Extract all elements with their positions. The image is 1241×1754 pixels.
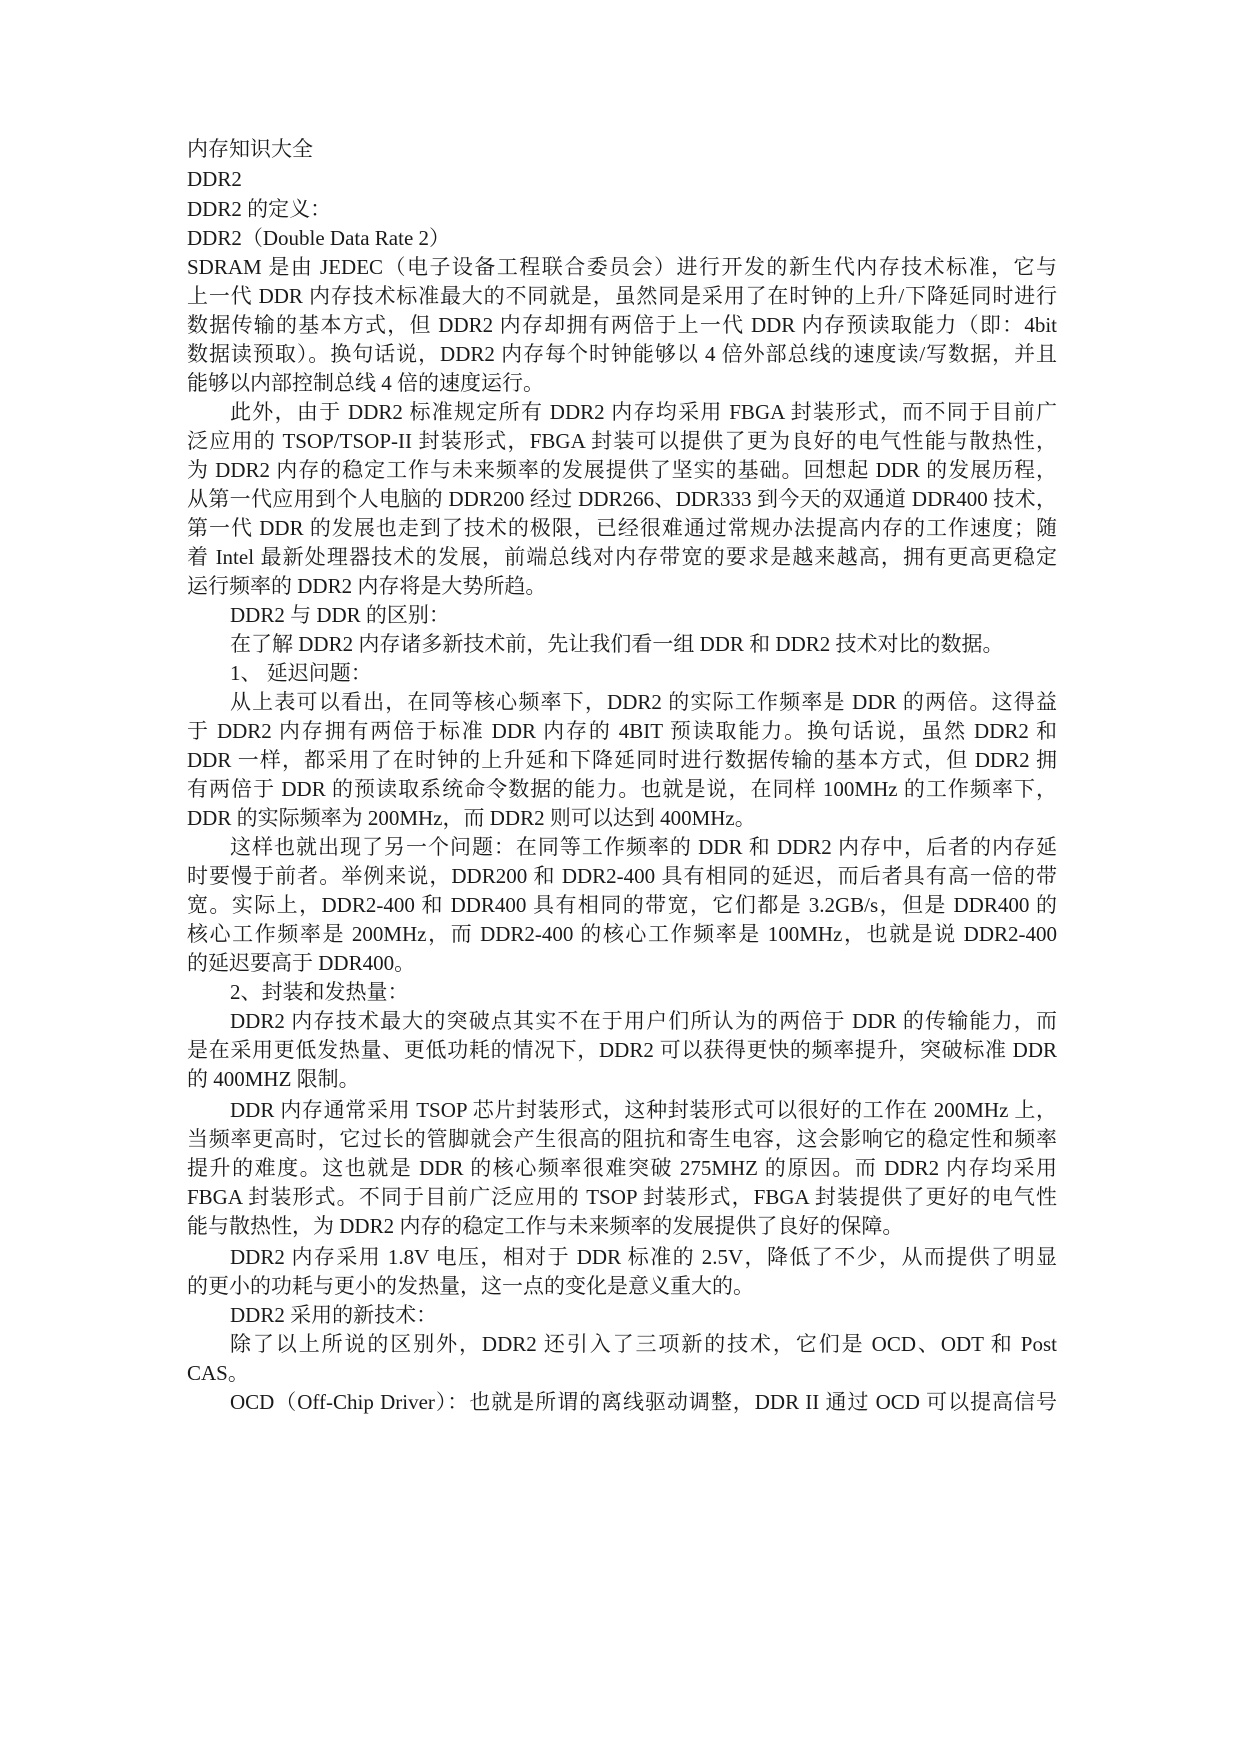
text-line: 宽。实际上，DDR2-400 和 DDR400 具有相同的带宽，它们都是 3.2GB/s，但是 DDR400 的 [187,893,1057,917]
text-line: 数据读预取）。换句话说，DDR2 内存每个时钟能够以 4 倍外部总线的速度读/写数据，并且 [187,342,1057,366]
text-line: 能与散热性，为 DDR2 内存的稳定工作与未来频率的发展提供了良好的保障。 [187,1214,904,1238]
text-line: FBGA 封装形式。不同于目前广泛应用的 TSOP 封装形式，FBGA 封装提供了更好的电气性 [187,1185,1057,1209]
document-title: 内存知识大全 [187,137,313,161]
text-line: 能够以内部控制总线 4 倍的速度运行。 [187,371,544,395]
text-line: DDR2（Double Data Rate 2） [187,226,451,250]
text-line: DDR 的实际频率为 200MHz，而 DDR2 则可以达到 400MHz。 [187,806,756,830]
text-line: 此外，由于 DDR2 标准规定所有 DDR2 内存均采用 FBGA 封装形式，而不同于目前广 [230,400,1057,424]
text-line: 时要慢于前者。举例来说，DDR200 和 DDR2-400 具有相同的延迟，而后者具有高一倍的带 [187,864,1057,888]
text-line: DDR 内存通常采用 TSOP 芯片封装形式，这种封装形式可以很好的工作在 200MHz 上， [230,1098,1057,1122]
text-line: 是在采用更低发热量、更低功耗的情况下，DDR2 可以获得更快的频率提升，突破标准 DDR [187,1038,1057,1062]
text-line: 核心工作频率是 200MHz，而 DDR2-400 的核心工作频率是 100MHz，也就是说 DDR2-400 [187,922,1057,946]
text-line: 从第一代应用到个人电脑的 DDR200 经过 DDR266、DDR333 到今天的双通道 DDR400 技术， [187,487,1057,511]
text-line: 从上表可以看出，在同等核心频率下，DDR2 的实际工作频率是 DDR 的两倍。这得益 [230,690,1057,714]
text-line: SDRAM 是由 JEDEC（电子设备工程联合委员会）进行开发的新生代内存技术标准，它与 [187,255,1057,279]
text-line: 这样也就出现了另一个问题：在同等工作频率的 DDR 和 DDR2 内存中，后者的内存延 [230,835,1057,859]
text-line: 上一代 DDR 内存技术标准最大的不同就是，虽然同是采用了在时钟的上升/下降延同时进行 [187,284,1057,308]
section-heading: DDR2 的定义： [187,197,332,221]
text-line: OCD（Off-Chip Driver）：也就是所谓的离线驱动调整，DDR II 通过 OCD 可以提高信号 [230,1390,1057,1414]
section-heading: 2、封装和发热量： [230,980,409,1004]
section-heading: DDR2 [187,167,242,191]
text-line: 提升的难度。这也就是 DDR 的核心频率很难突破 275MHZ 的原因。而 DDR2 内存均采用 [187,1156,1057,1180]
text-line: 在了解 DDR2 内存诸多新技术前，先让我们看一组 DDR 和 DDR2 技术对比的数据。 [230,632,1004,656]
text-line: 有两倍于 DDR 的预读取系统命令数据的能力。也就是说，在同样 100MHz 的工作频率下， [187,777,1057,801]
text-line: 运行频率的 DDR2 内存将是大势所趋。 [187,574,547,598]
text-line: DDR 一样，都采用了在时钟的上升延和下降延同时进行数据传输的基本方式，但 DDR2 拥 [187,748,1057,772]
text-line: 于 DDR2 内存拥有两倍于标准 DDR 内存的 4BIT 预读取能力。换句话说，虽然 DDR2 和 [187,719,1057,743]
section-heading: 1、 延迟问题： [230,661,372,685]
section-heading: DDR2 采用的新技术： [230,1303,438,1327]
text-line: 着 Intel 最新处理器技术的发展，前端总线对内存带宽的要求是越来越高，拥有更高更稳定 [187,545,1057,569]
text-line: 除了以上所说的区别外，DDR2 还引入了三项新的技术，它们是 OCD、ODT 和 Post [230,1332,1057,1356]
text-line: 的更小的功耗与更小的发热量，这一点的变化是意义重大的。 [187,1274,754,1298]
text-line: 的 400MHZ 限制。 [187,1067,360,1091]
text-line: 泛应用的 TSOP/TSOP-II 封装形式，FBGA 封装可以提供了更为良好的电气性能与散热性， [187,429,1057,453]
text-line: DDR2 内存技术最大的突破点其实不在于用户们所认为的两倍于 DDR 的传输能力，而 [230,1009,1057,1033]
text-line: 数据传输的基本方式，但 DDR2 内存却拥有两倍于上一代 DDR 内存预读取能力（即：4bit [187,313,1057,337]
text-line: 的延迟要高于 DDR400。 [187,951,416,975]
section-heading: DDR2 与 DDR 的区别： [230,603,450,627]
text-line: CAS。 [187,1361,249,1385]
text-line: 当频率更高时，它过长的管脚就会产生很高的阻抗和寄生电容，这会影响它的稳定性和频率 [187,1127,1057,1151]
text-line: 第一代 DDR 的发展也走到了技术的极限，已经很难通过常规办法提高内存的工作速度；随 [187,516,1057,540]
text-line: DDR2 内存采用 1.8V 电压，相对于 DDR 标准的 2.5V，降低了不少，从而提供了明显 [230,1245,1057,1269]
text-line: 为 DDR2 内存的稳定工作与未来频率的发展提供了坚实的基础。回想起 DDR 的发展历程， [187,458,1057,482]
